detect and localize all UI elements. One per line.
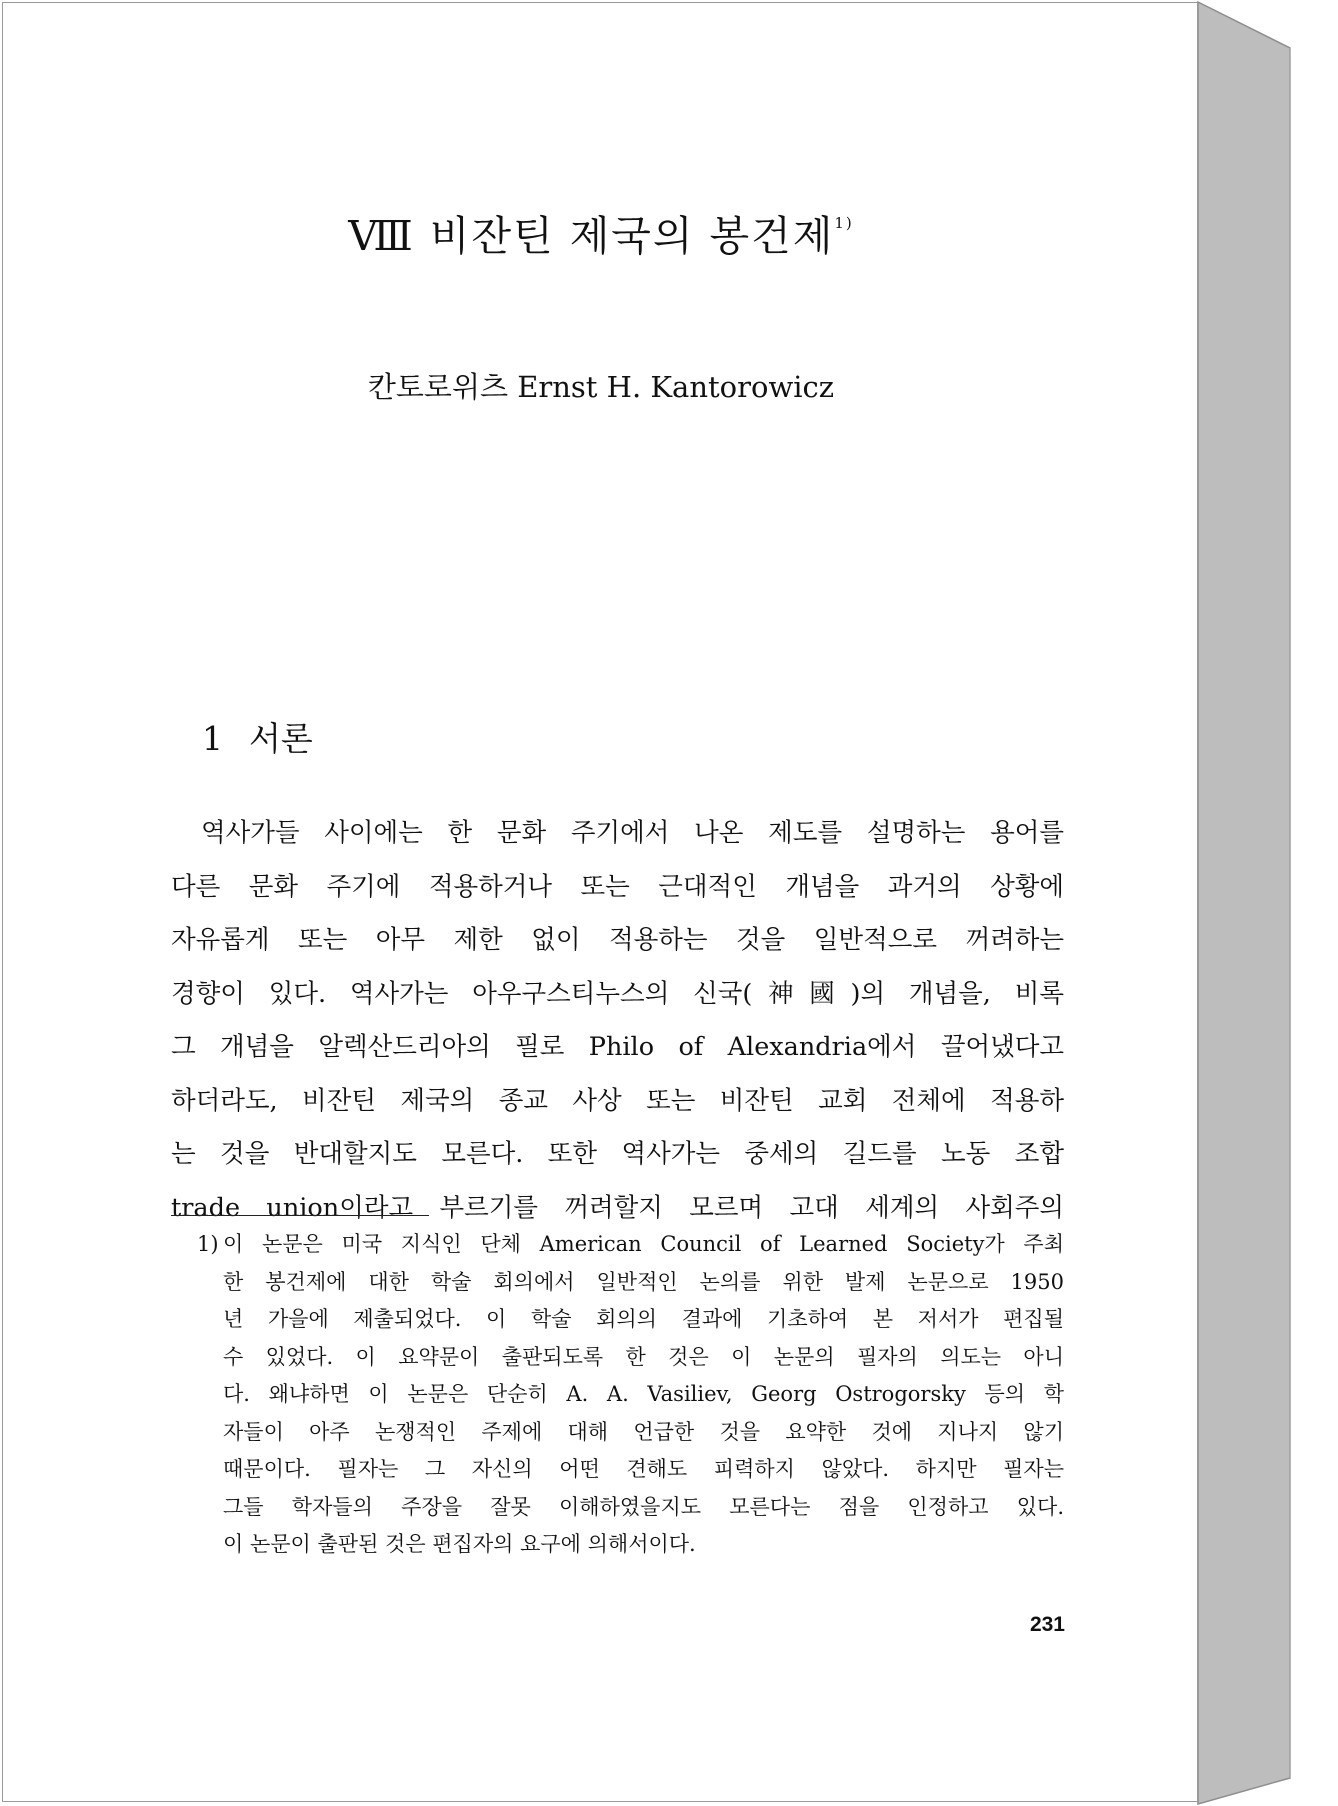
book-page — [2, 2, 1198, 1802]
footnote-line: 자들이 아주 논쟁적인 주제에 대해 언급한 것을 요약한 것에 지나지 않기 — [223, 1419, 1064, 1444]
footnote-line: 수 있었다. 이 요약문이 출판되도록 한 것은 이 논문의 필자의 의도는 아니 — [223, 1344, 1064, 1369]
page-number: 231 — [1029, 1613, 1065, 1636]
body-line: 하더라도, 비잔틴 제국의 종교 사상 또는 비잔틴 교회 전체에 적용하 — [171, 1085, 1064, 1116]
chapter-title-text: 비잔틴 제국의 봉건제 — [429, 212, 835, 260]
footnote-line: 이 논문이 출판된 것은 편집자의 요구에 의해서이다. — [223, 1532, 696, 1556]
footnote-line: 년 가을에 제출되었다. 이 학술 회의의 결과에 기초하여 본 저서가 편집될 — [223, 1307, 1064, 1331]
body-line: trade union이라고 부르기를 꺼려할지 모르며 고대 세계의 사회주의 — [171, 1192, 1064, 1223]
footnote-divider — [171, 1215, 429, 1216]
footnote-line: 때문이다. 필자는 그 자신의 어떤 견해도 피력하지 않았다. 하지만 필자는 — [223, 1457, 1064, 1481]
footnote — [197, 1226, 1064, 1564]
footnote-line: 이 논문은 미국 지식인 단체 American Council of Learned Society가 주최 — [223, 1232, 1064, 1256]
body-line: 다른 문화 주기에 적용하거나 또는 근대적인 개념을 과거의 상황에 — [171, 871, 1064, 902]
chapter-footnote-reference: 1) — [834, 214, 854, 232]
chapter-title — [3, 203, 1199, 262]
body-line: 는 것을 반대할지도 모른다. 또한 역사가는 중세의 길드를 노동 조합 — [171, 1139, 1064, 1169]
body-paragraph — [171, 807, 1064, 1235]
footnote-line: 다. 왜냐하면 이 논문은 단순히 A. A. Vasiliev, Georg Ostrogorsky 등의 학 — [223, 1382, 1064, 1406]
body-line: 경향이 있다. 역사가는 아우구스티누스의 신국(神國)의 개념을, 비록 — [171, 978, 1064, 1009]
section-number: 1 — [202, 719, 223, 758]
footnote-line: 그들 학자들의 주장을 잘못 이해하였을지도 모른다는 점을 인정하고 있다. — [223, 1494, 1064, 1519]
footnote-marker: 1) — [197, 1232, 219, 1256]
body-line: 자유롭게 또는 아무 제한 없이 적용하는 것을 일반적으로 꺼려하는 — [171, 925, 1064, 955]
section-heading — [202, 713, 313, 760]
section-title: 서론 — [249, 719, 313, 758]
body-line: 역사가들 사이에는 한 문화 주기에서 나온 제도를 설명하는 용어를 — [201, 818, 1064, 848]
footnote-first-line — [197, 1226, 1064, 1264]
chapter-numeral: Ⅷ — [348, 212, 415, 260]
body-line: 그 개념을 알렉산드리아의 필로 Philo of Alexandria에서 끌어냈다고 — [171, 1032, 1064, 1062]
author-name: 칸토로위츠 Ernst H. Kantorowicz — [367, 370, 835, 404]
footnote-line: 한 봉건제에 대한 학술 회의에서 일반적인 논의를 위한 발제 논문으로 1950 — [223, 1269, 1064, 1294]
